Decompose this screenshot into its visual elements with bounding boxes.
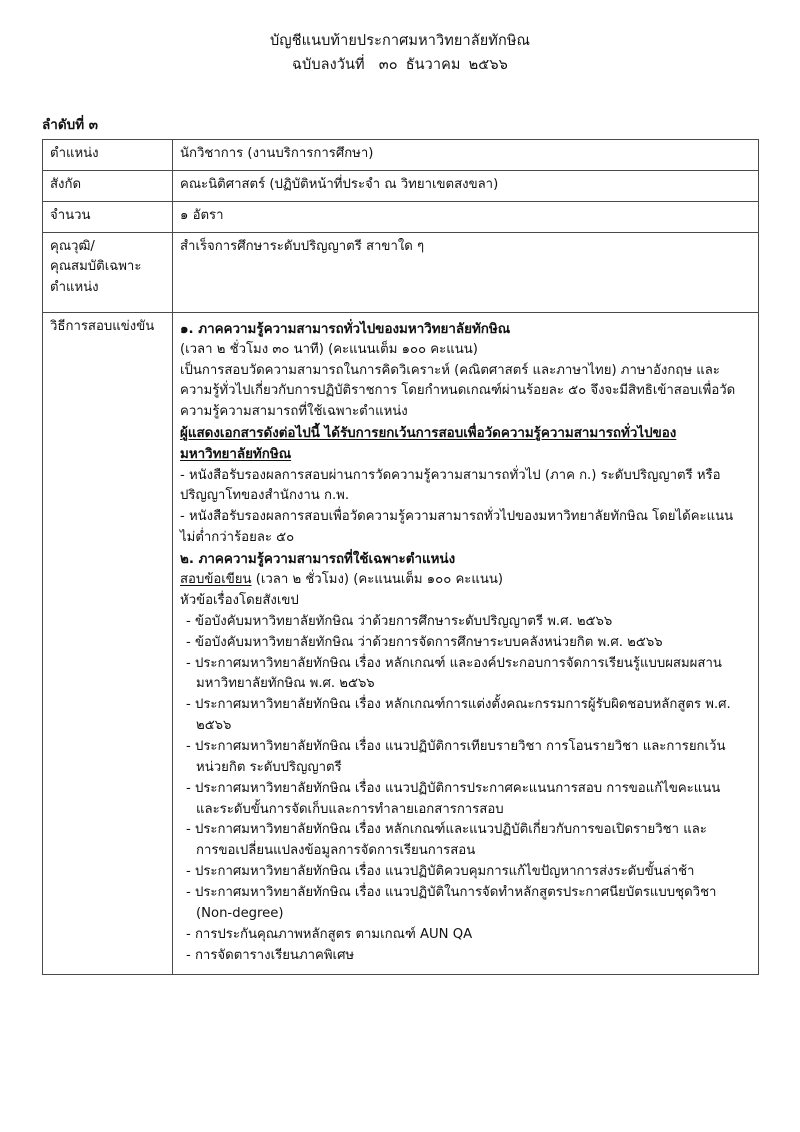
table-row-quantity bbox=[43, 201, 759, 232]
written-exam-detail: (เวลา ๒ ชั่วโมง) (คะแนนเต็ม ๑๐๐ คะแนน) bbox=[251, 572, 504, 588]
exemption-item-2-line-2: ไม่ต่ำกว่าร้อยละ ๕๐ bbox=[180, 530, 295, 546]
exemption-item-1-line-1: - หนังสือรับรองผลการสอบผ่านการวัดความรู้ความสามารถทั่วไป (ภาค ก.) ระดับปริญญาตรี หรือ bbox=[180, 467, 721, 483]
section1-exemption-heading-line-1: ผู้แสดงเอกสารดังต่อไปนี้ ได้รับการยกเว้นการสอบเพื่อวัดความรู้ความสามารถทั่วไปของ bbox=[180, 426, 677, 442]
qualification-label-line-2: คุณสมบัติเฉพาะ bbox=[50, 259, 142, 275]
exemption-item-1-line-2: ปริญญาโทของสำนักงาน ก.พ. bbox=[180, 488, 350, 504]
topic-item-8-line-1: - ประกาศมหาวิทยาลัยทักษิณ เรื่อง แนวปฏิบัติควบคุมการแก้ไขปัญหาการส่งระดับขั้นล่าช้า bbox=[186, 864, 695, 880]
topic-item-2-line-1: - ข้อบังคับมหาวิทยาลัยทักษิณ ว่าด้วยการจัดการศึกษาระบบคลังหน่วยกิต พ.ศ. ๒๕๖๖ bbox=[186, 634, 663, 650]
table-row-position bbox=[43, 140, 759, 171]
topic-item-5-line-2: หน่วยกิต ระดับปริญญาตรี bbox=[196, 759, 342, 775]
qualification-label-line-1: คุณวุฒิ/ bbox=[50, 238, 95, 254]
topic-item-3-line-1: - ประกาศมหาวิทยาลัยทักษิณ เรื่อง หลักเกณฑ์ และองค์ประกอบการจัดการเรียนรู้แบบผสมผสาน bbox=[186, 655, 722, 671]
row-label-quantity: จำนวน bbox=[43, 201, 173, 232]
document-title-line-1: บัญชีแนบท้ายประกาศมหาวิทยาลัยทักษิณ bbox=[269, 33, 531, 49]
topic-item-10-line-1: - การประกันคุณภาพหลักสูตร ตามเกณฑ์ AUN QA bbox=[186, 926, 473, 942]
row-label-qualification bbox=[43, 232, 173, 312]
exemption-item-2-line-1: - หนังสือรับรองผลการสอบเพื่อวัดความรู้ความสามารถทั่วไปของมหาวิทยาลัยทักษิณ โดยได้คะแนน bbox=[180, 509, 734, 525]
row-value-quantity: ๑ อัตรา bbox=[173, 201, 759, 232]
issue-date-year: ๒๕๖๖ bbox=[468, 57, 508, 74]
topic-item-7-line-2: การขอเปลี่ยนแปลงข้อมูลการจัดการเรียนการสอน bbox=[196, 843, 476, 859]
row-value-affiliation: คณะนิติศาสตร์ (ปฏิบัติหน้าที่ประจำ ณ วิทยาเขตสงขลา) bbox=[173, 170, 759, 201]
topic-item-4-line-2: ๒๕๖๖ bbox=[196, 718, 232, 734]
topic-item-1-line-1: - ข้อบังคับมหาวิทยาลัยทักษิณ ว่าด้วยการศึกษาระดับปริญญาตรี พ.ศ. ๒๕๖๖ bbox=[186, 613, 613, 629]
row-value-position: นักวิชาการ (งานบริการการศึกษา) bbox=[173, 140, 759, 171]
row-value-qualification: สำเร็จการศึกษาระดับปริญญาตรี สาขาใด ๆ bbox=[173, 232, 759, 312]
topic-item-6-line-2: และระดับขั้นการจัดเก็บและการทำลายเอกสารการสอบ bbox=[196, 801, 504, 817]
topic-item-9-line-2: (Non-degree) bbox=[196, 905, 284, 921]
document-title-line-2 bbox=[0, 54, 800, 76]
topic-item-9-line-1: - ประกาศมหาวิทยาลัยทักษิณ เรื่อง แนวปฏิบัติในการจัดทำหลักสูตรประกาศนียบัตรแบบชุดวิชา bbox=[186, 885, 717, 901]
topic-item-6-line-1: - ประกาศมหาวิทยาลัยทักษิณ เรื่อง แนวปฏิบัติการประกาศคะแนนการสอบ การขอแก้ไขคะแนน bbox=[186, 780, 721, 796]
section1-paragraph-line-2: ความรู้ทั่วไปเกี่ยวกับการปฏิบัติราชการ โดยกำหนดเกณฑ์ผ่านร้อยละ ๕๐ จึงจะมีสิทธิเข้าสอบเพื่อวัด bbox=[180, 383, 736, 399]
section2-topics-label: หัวข้อเรื่องโดยสังเขป bbox=[180, 593, 299, 608]
section2-heading: ๒. ภาคความรู้ความสามารถที่ใช้เฉพาะตำแหน่ง bbox=[180, 551, 456, 567]
topic-item-5-line-1: - ประกาศมหาวิทยาลัยทักษิณ เรื่อง แนวปฏิบัติการเทียบรายวิชา การโอนรายวิชา และการยกเว้น bbox=[186, 739, 726, 755]
topic-item-7-line-1: - ประกาศมหาวิทยาลัยทักษิณ เรื่อง หลักเกณฑ์และแนวปฏิบัติเกี่ยวกับการขอเปิดรายวิชา และ bbox=[186, 822, 707, 838]
section1-heading: ๑. ภาคความรู้ความสามารถทั่วไปของมหาวิทยาลัยทักษิณ bbox=[180, 321, 511, 337]
order-number-label: ลำดับที่ ๓ bbox=[42, 117, 99, 133]
section2-written-exam-line bbox=[180, 570, 751, 591]
issue-date-day: ๓๐ bbox=[378, 57, 398, 74]
qualification-label-line-3: ตำแหน่ง bbox=[50, 280, 99, 296]
row-value-exam-method bbox=[173, 312, 759, 975]
written-exam-label: สอบข้อเขียน bbox=[180, 572, 252, 588]
row-label-affiliation: สังกัด bbox=[43, 170, 173, 201]
row-label-position: ตำแหน่ง bbox=[43, 140, 173, 171]
section1-paragraph-line-1: เป็นการสอบวัดความสามารถในการคิดวิเคราะห์ (คณิตศาสตร์ และภาษาไทย) ภาษาอังกฤษ และ bbox=[180, 362, 720, 378]
topic-item-3-line-2: มหาวิทยาลัยทักษิณ พ.ศ. ๒๕๖๖ bbox=[196, 676, 375, 692]
table-row-exam-method bbox=[43, 312, 759, 975]
section1-paragraph-line-3: ความรู้ความสามารถที่ใช้เฉพาะตำแหน่ง bbox=[180, 404, 408, 420]
section1-time-line: (เวลา ๒ ชั่วโมง ๓๐ นาที) (คะแนนเต็ม ๑๐๐ คะแนน) bbox=[180, 341, 478, 357]
position-info-table bbox=[42, 139, 759, 975]
issue-date-label: ฉบับลงวันที่ bbox=[292, 57, 365, 74]
topic-item-11-line-1: - การจัดตารางเรียนภาคพิเศษ bbox=[186, 947, 355, 963]
section1-exemption-heading-line-2: มหาวิทยาลัยทักษิณ bbox=[180, 447, 292, 463]
row-label-exam-method: วิธีการสอบแข่งขัน bbox=[43, 312, 173, 975]
document-header bbox=[0, 0, 800, 77]
issue-date-month: ธันวาคม bbox=[405, 57, 461, 74]
topic-item-4-line-1: - ประกาศมหาวิทยาลัยทักษิณ เรื่อง หลักเกณฑ์การแต่งตั้งคณะกรรมการผู้รับผิดชอบหลักสูตร พ.ศ. bbox=[186, 697, 731, 713]
table-row-qualification bbox=[43, 232, 759, 312]
table-row-affiliation bbox=[43, 170, 759, 201]
